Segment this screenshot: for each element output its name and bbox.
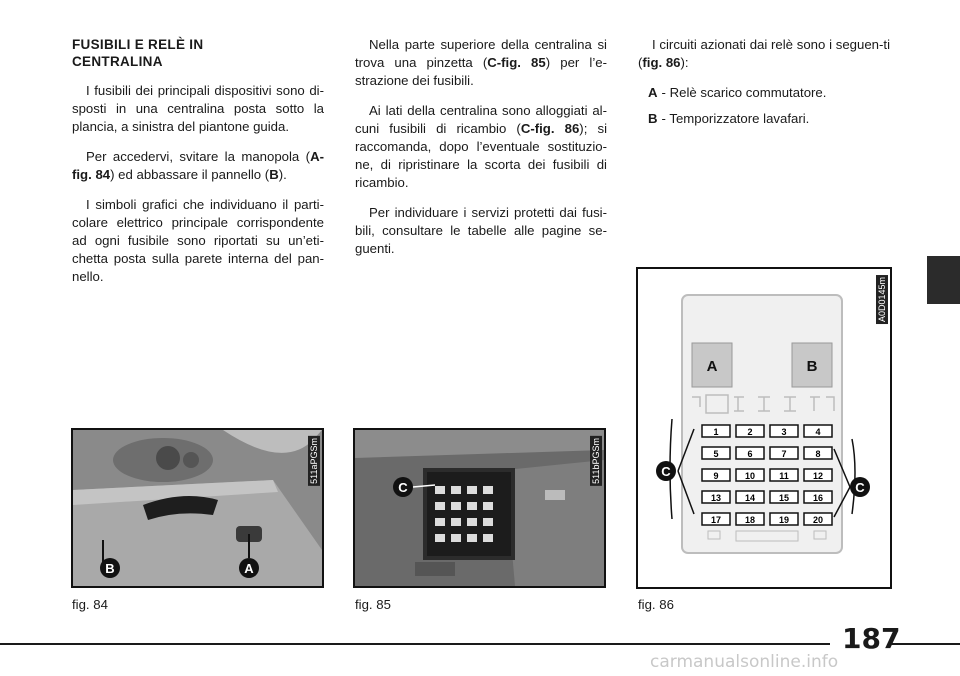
fuse-number: 15 (778, 493, 790, 503)
column-middle (355, 36, 607, 270)
section-heading (72, 36, 324, 70)
fuse-number: 12 (812, 471, 824, 481)
fuse-number: 5 (713, 449, 719, 459)
paragraph: Per accedervi, svitare la manopola (A-fig. 84) ed abbassare il pannello (B). (72, 149, 324, 182)
figure-reference: A-fig. 84 (72, 149, 324, 182)
figure-84-photo (71, 428, 324, 588)
figure-reference: C-fig. 85 (487, 55, 546, 70)
fuse-box-diagram (638, 269, 890, 587)
fuse-box-photo-illustration (355, 430, 604, 586)
label-c: C (398, 480, 408, 495)
page-number: 187 (842, 622, 901, 655)
fuse-number: 14 (744, 493, 756, 503)
heading-line-1: FUSIBILI E RELÈ IN (72, 37, 204, 52)
dashboard-panel-illustration (73, 430, 322, 586)
chapter-tab (927, 256, 960, 304)
figure-reference: C-fig. 86 (520, 121, 580, 136)
fuse-number: 3 (781, 427, 787, 437)
fuse-number: 17 (710, 515, 722, 525)
paragraph: Ai lati della centralina sono alloggiati al-cuni fusibili di ricambio (C-fig. 86); si raccomanda, dopo l’eventuale sostituzio-ne, di ripristinare la scorta dei fusibili di ricambio. (355, 103, 607, 190)
footer-rule-right (890, 643, 960, 645)
paragraph: I circuiti azionati dai relè sono i seguen-ti (fig. 86): (638, 37, 890, 70)
list-item-relay-a: A - Relè scarico commutatore. (648, 85, 827, 100)
paragraph: Per individuare i servizi protetti dai fusi-bili, consultare le tabelle alle pagine se-guenti. (355, 205, 607, 256)
column-left (72, 36, 324, 298)
footer-rule (0, 643, 830, 645)
label-c-right: C (855, 480, 865, 495)
fuse-number: 13 (710, 493, 722, 503)
figure-code: 511aPGSm (309, 438, 319, 484)
paragraph: I simboli grafici che individuano il parti-colare elettrico principale corrispondente ad ogni fusibile sono riportati su un’eti-chetta posta sulla parete interna del pan-nello. (72, 197, 324, 284)
figure-code: 511bPGSm (591, 438, 601, 484)
fuse-number: 8 (815, 449, 821, 459)
list-item-relay-b: B - Temporizzatore lavafari. (648, 111, 810, 126)
column-right (638, 36, 890, 136)
fuse-number: 7 (781, 449, 787, 459)
relay-a-label: A (706, 358, 718, 375)
fuse-number: 10 (744, 471, 756, 481)
figure-reference: B (269, 167, 279, 182)
fuse-number: 19 (778, 515, 790, 525)
figure-86-caption: fig. 86 (638, 597, 674, 612)
fuse-number: 6 (747, 449, 753, 459)
fuse-number: 20 (812, 515, 824, 525)
figure-85-caption: fig. 85 (355, 597, 391, 612)
fuse-number: 18 (744, 515, 756, 525)
figure-code: A0D0145m (877, 277, 887, 323)
figure-85-photo (353, 428, 606, 588)
paragraph: Nella parte superiore della centralina si trova una pinzetta (C-fig. 85) per l’e-strazione dei fusibili. (355, 37, 607, 88)
fuse-number: 11 (779, 471, 789, 481)
label-c-left: C (661, 464, 671, 479)
figure-86-diagram (636, 267, 892, 589)
label-a: A (244, 561, 254, 576)
fuse-number: 9 (713, 471, 719, 481)
fuse-number: 16 (812, 493, 824, 503)
figure-reference: fig. 86 (642, 55, 681, 70)
fuse-number: 1 (713, 427, 719, 437)
paragraph: I fusibili dei principali dispositivi sono di-sposti in una centralina posta sotto la plancia, a sinistra del piantone guida. (72, 83, 324, 134)
fuse-number: 2 (747, 427, 753, 437)
figure-84-caption: fig. 84 (72, 597, 108, 612)
heading-line-2: CENTRALINA (72, 54, 163, 69)
label-b: B (105, 561, 115, 576)
relay-b-label: B (806, 358, 818, 375)
fuse-number: 4 (815, 427, 821, 437)
watermark: carmanualsonline.info (650, 652, 839, 672)
